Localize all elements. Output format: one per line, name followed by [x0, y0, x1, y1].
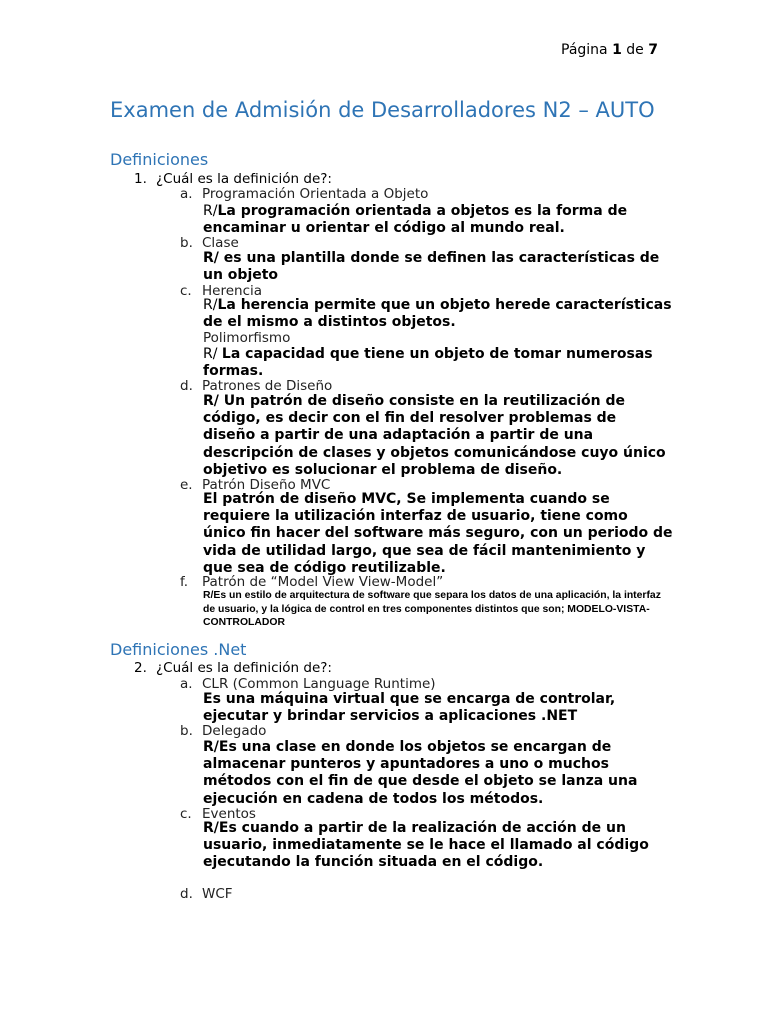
- item-label-poo: a. Programación Orientada a Objeto: [180, 186, 429, 202]
- item-label-patrones: d. Patrones de Diseño: [180, 378, 333, 394]
- item-label-mvc: e. Patrón Diseño MVC: [180, 477, 331, 493]
- question-text: ¿Cuál es la definición de?:: [156, 171, 332, 187]
- question-number: 1.: [134, 171, 147, 187]
- item-label-herencia: c. Herencia: [180, 283, 263, 299]
- answer-poo: R/La programación orientada a objetos es la forma de encaminar u orientar el código al mundo real.: [203, 203, 628, 237]
- question-1: [134, 171, 332, 187]
- page-of: de: [626, 42, 644, 58]
- answer-polimorfismo: R/ La capacidad que tiene un objeto de tomar numerosas formas.: [203, 346, 653, 380]
- section-heading-definiciones-net: Definiciones .Net: [110, 640, 247, 659]
- section-heading-definiciones: Definiciones: [110, 150, 209, 169]
- answer-herencia: R/La herencia permite que un objeto herede características de el mismo a distintos objetos.: [203, 297, 672, 331]
- answer-clase: R/ es una plantilla donde se definen las características de un objeto: [203, 250, 660, 284]
- item-label-clr: a. CLR (Common Language Runtime): [180, 676, 436, 692]
- item-label-clase: b. Clase: [180, 235, 239, 251]
- page-number: [561, 42, 658, 58]
- page-current: 1: [612, 42, 622, 58]
- answer-patrones: R/ Un patrón de diseño consiste en la reutilización de código, es decir con el fin del resolver problemas de diseño a partir de una adaptación a partir de una descripción de clases y objetos comunicándose cuyo único objetivo es solucionar el problema de diseño.: [203, 393, 666, 478]
- item-label-delegado: b. Delegado: [180, 723, 267, 739]
- answer-delegado: R/Es una clase en donde los objetos se encargan de almacenar punteros y apuntadores a uno o muchos métodos con el fin de que desde el objeto se lanza una ejecución en cadena de todos los métodos.: [203, 739, 638, 807]
- question-number: 2.: [134, 660, 147, 676]
- page-label: Página: [561, 42, 608, 58]
- answer-mvvm: R/Es un estilo de arquitectura de software que separa los datos de una aplicación, la interfaz de usuario, y la lógica de control en tres componentes distintos que son; MODELO-VISTA-CONTROLADOR: [203, 590, 661, 628]
- item-label-polimorfismo: Polimorfismo: [203, 330, 291, 346]
- item-label-mvvm: f. Patrón de “Model View View-Model”: [180, 574, 444, 590]
- item-label-wcf: d. WCF: [180, 886, 233, 902]
- question-2: [134, 660, 332, 676]
- page-total: 7: [648, 42, 658, 58]
- question-text: ¿Cuál es la definición de?:: [156, 660, 332, 676]
- answer-eventos: R/Es cuando a partir de la realización de acción de un usuario, inmediatamente se le hace el llamado al código ejecutando la función situada en el código.: [203, 820, 649, 871]
- answer-clr: Es una máquina virtual que se encarga de controlar, ejecutar y brindar servicios a aplicaciones .NET: [203, 691, 616, 725]
- document-title: Examen de Admisión de Desarrolladores N2 – AUTO: [110, 98, 655, 122]
- answer-mvc: El patrón de diseño MVC, Se implementa cuando se requiere la utilización interfaz de usuario, tiene como único fin hacer del software más seguro, con un periodo de vida de utilidad largo, que sea de fácil mantenimiento y que sea de código reutilizable.: [203, 491, 673, 576]
- item-label-eventos: c. Eventos: [180, 806, 256, 822]
